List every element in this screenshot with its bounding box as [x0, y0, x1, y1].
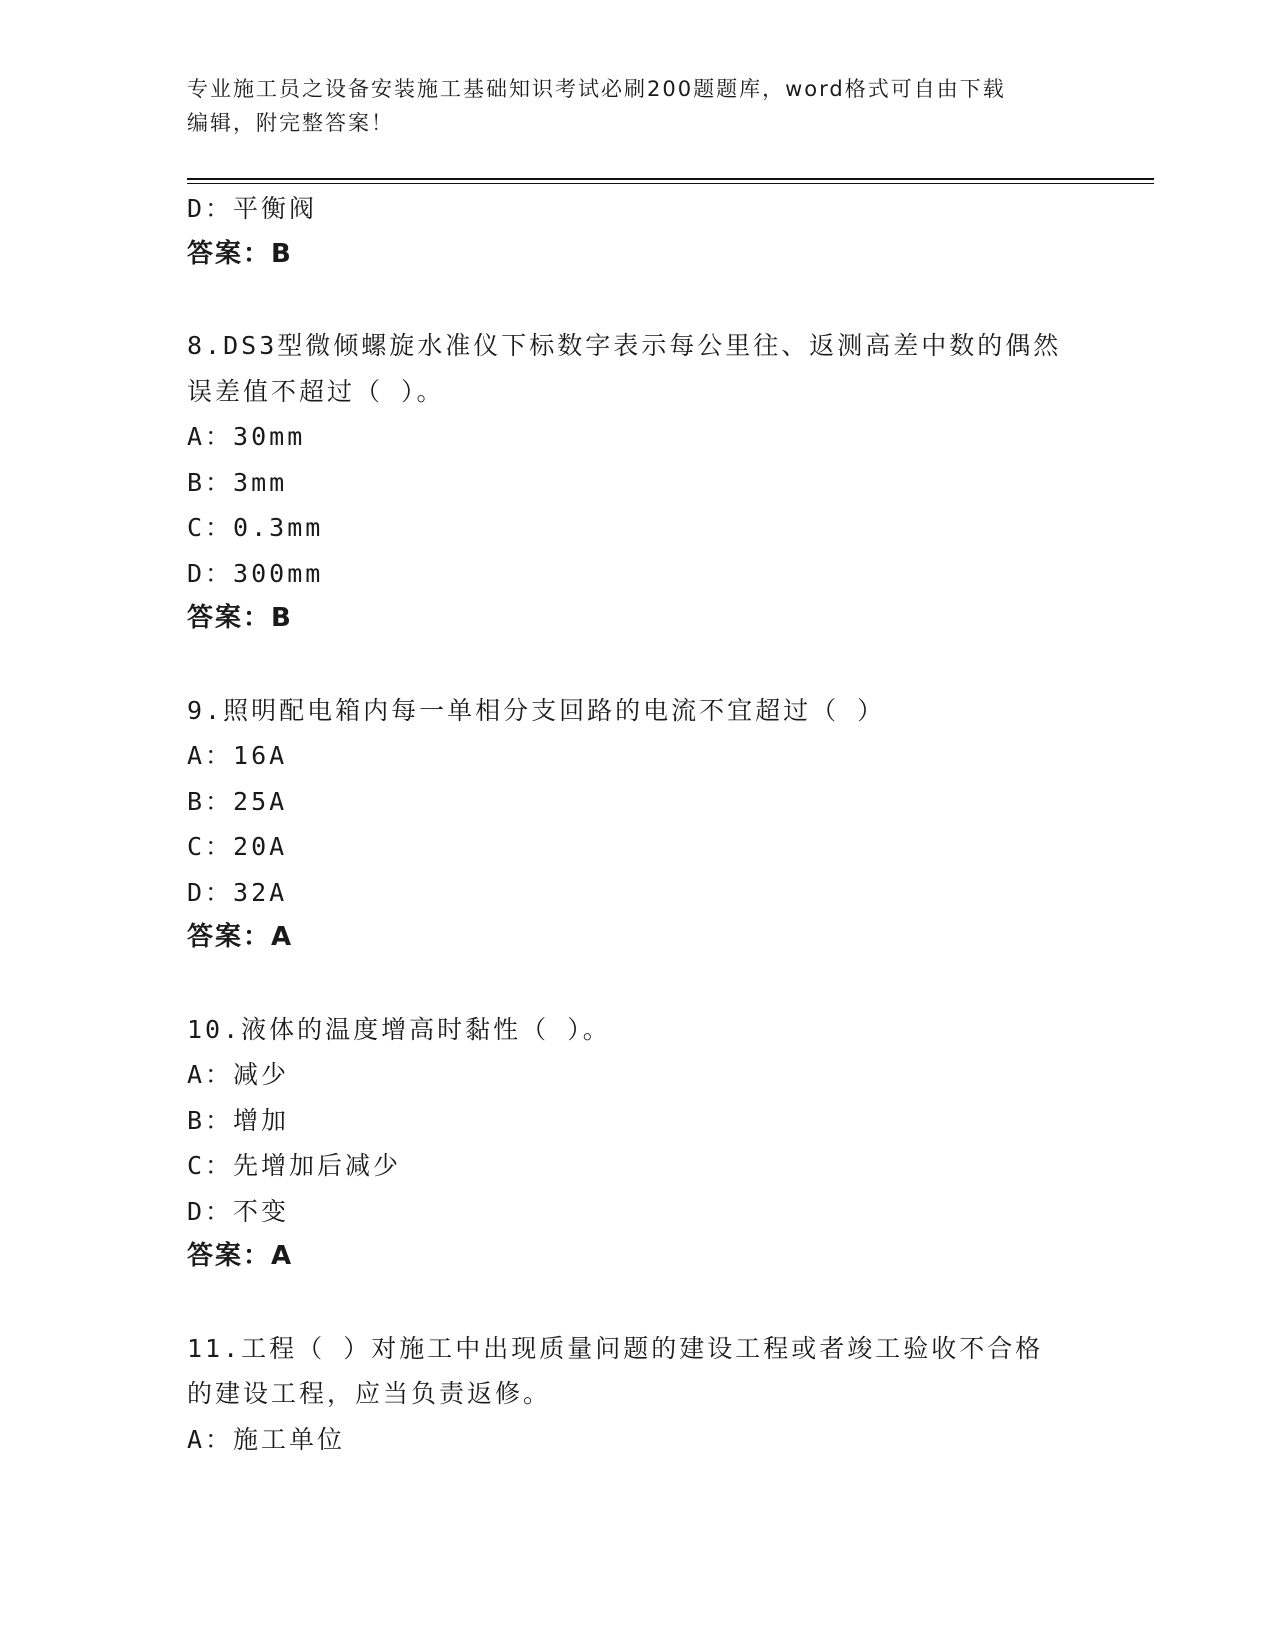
question-7-tail — [187, 186, 1087, 277]
question-spacer — [187, 961, 1087, 1007]
q11-stem-line-2: 的建设工程，应当负责返修。 — [187, 1379, 552, 1408]
question-9 — [187, 688, 1087, 961]
q10-option-a: A：减少 — [187, 1060, 290, 1089]
header-title-line-1: 专业施工员之设备安装施工基础知识考试必刷200题题库，word格式可自由下载 — [187, 77, 1006, 101]
header-divider-thick — [187, 178, 1154, 180]
q8-answer: 答案：B — [187, 603, 293, 633]
q8-option-d: D：300mm — [187, 558, 324, 588]
q8-option-b: B：3mm — [187, 467, 288, 497]
question-spacer — [187, 1280, 1087, 1326]
question-10 — [187, 1007, 1087, 1280]
q8-option-a: A：30mm — [187, 422, 306, 451]
q10-stem-line-1: 10.液体的温度增高时黏性（ ）。 — [187, 1014, 611, 1044]
q9-stem-line-1: 9.照明配电箱内每一单相分支回路的电流不宜超过（ ） — [187, 695, 886, 725]
q9-answer: 答案：A — [187, 922, 294, 952]
q7-option-d: D：平衡阀 — [187, 194, 318, 223]
q10-option-b: B：增加 — [187, 1105, 290, 1135]
q11-stem-line-1: 11.工程（ ）对施工中出现质量问题的建设工程或者竣工验收不合格 — [187, 1333, 1044, 1363]
question-8 — [187, 323, 1087, 642]
q10-answer: 答案：A — [187, 1241, 294, 1271]
q8-stem-line-1: 8.DS3型微倾螺旋水准仪下标数字表示每公里往、返测高差中数的偶然 — [187, 331, 1062, 360]
q10-option-d: D：不变 — [187, 1196, 290, 1226]
q9-option-d: D：32A — [187, 877, 288, 907]
question-spacer — [187, 642, 1087, 688]
q9-option-c: C：20A — [187, 832, 288, 861]
question-11 — [187, 1326, 1087, 1463]
header-title-line-2: 编辑，附完整答案！ — [187, 111, 394, 135]
q9-option-a: A：16A — [187, 741, 288, 770]
q9-option-b: B：25A — [187, 786, 288, 816]
q10-option-c: C：先增加后减少 — [187, 1151, 402, 1180]
question-list — [187, 186, 1087, 1462]
q11-option-a: A：施工单位 — [187, 1424, 346, 1454]
header-divider-thin — [187, 183, 1154, 184]
q7-answer: 答案：B — [187, 238, 293, 269]
q8-option-c: C：0.3mm — [187, 513, 324, 542]
question-spacer — [187, 277, 1087, 323]
document-header — [187, 72, 1087, 140]
q8-stem-line-2: 误差值不超过（ ）。 — [187, 376, 445, 406]
